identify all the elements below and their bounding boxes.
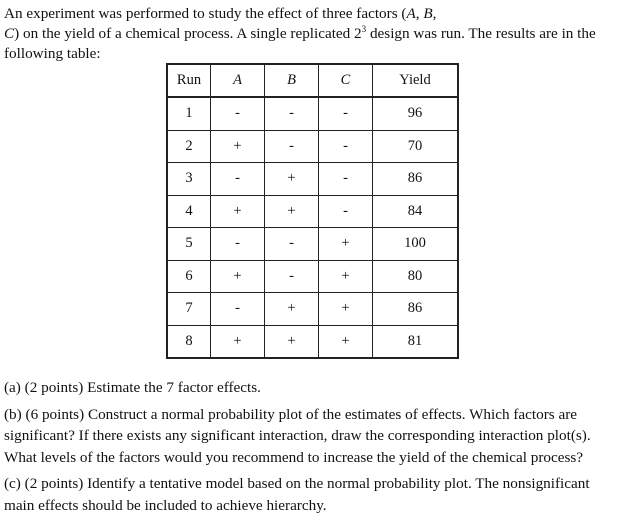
cell-b: - — [265, 97, 319, 130]
table-row — [167, 260, 458, 293]
question-c: (c) (2 points) Identify a tentative model based on the normal probability plot. The nonsignificant main effects should be included to achieve hierarchy. — [4, 475, 590, 514]
cell-yield: 96 — [373, 97, 459, 130]
table-header-row — [167, 64, 458, 97]
cell-run: 6 — [167, 260, 211, 293]
cell-c: - — [319, 163, 373, 196]
cell-c: + — [319, 260, 373, 293]
cell-a: - — [211, 97, 265, 130]
cell-a: + — [211, 195, 265, 228]
table-row — [167, 293, 458, 326]
cell-a: - — [211, 228, 265, 261]
intro-sep-1: , — [415, 5, 424, 22]
intro-text-3: design was run. The results are in the following table: — [4, 25, 596, 62]
table-row — [167, 228, 458, 261]
table-row — [167, 163, 458, 196]
header-a: A — [211, 64, 265, 97]
cell-a: - — [211, 163, 265, 196]
cell-a: + — [211, 260, 265, 293]
design-exponent: 3 — [361, 24, 367, 34]
cell-a: + — [211, 325, 265, 358]
cell-yield: 70 — [373, 130, 459, 163]
cell-run: 2 — [167, 130, 211, 163]
cell-yield: 86 — [373, 293, 459, 326]
table-row — [167, 325, 458, 358]
cell-b: + — [265, 325, 319, 358]
problem-intro — [4, 4, 610, 64]
table-row — [167, 130, 458, 163]
header-run: Run — [167, 64, 211, 97]
cell-a: - — [211, 293, 265, 326]
header-c: C — [319, 64, 373, 97]
results-table — [166, 63, 459, 359]
table-row — [167, 97, 458, 130]
cell-yield: 80 — [373, 260, 459, 293]
cell-b: - — [265, 228, 319, 261]
header-yield: Yield — [373, 64, 459, 97]
table-row — [167, 195, 458, 228]
cell-b: - — [265, 130, 319, 163]
cell-c: - — [319, 97, 373, 130]
factor-a-label: A — [406, 5, 416, 22]
cell-c: - — [319, 195, 373, 228]
cell-run: 1 — [167, 97, 211, 130]
intro-sep-2: , — [432, 5, 437, 22]
header-b: B — [265, 64, 319, 97]
question-a: (a) (2 points) Estimate the 7 factor effects. — [4, 379, 261, 396]
cell-yield: 86 — [373, 163, 459, 196]
question-b: (b) (6 points) Construct a normal probability plot of the estimates of effects. Which factors are significant? If there exists any significant interaction, draw the corresponding interaction plot(s). What levels of the factors would you recommend to increase the yield of the chemical process? — [4, 405, 591, 466]
cell-run: 5 — [167, 228, 211, 261]
cell-b: + — [265, 163, 319, 196]
intro-text-1: An experiment was performed to study the effect of three factors ( — [4, 5, 407, 22]
cell-c: + — [319, 325, 373, 358]
cell-yield: 100 — [373, 228, 459, 261]
factor-c-label: C — [4, 25, 15, 42]
cell-c: + — [319, 228, 373, 261]
cell-a: + — [211, 130, 265, 163]
cell-b: - — [265, 260, 319, 293]
factor-b-label: B — [423, 5, 433, 22]
cell-run: 8 — [167, 325, 211, 358]
cell-run: 3 — [167, 163, 211, 196]
cell-b: + — [265, 293, 319, 326]
cell-c: + — [319, 293, 373, 326]
cell-b: + — [265, 195, 319, 228]
cell-yield: 81 — [373, 325, 459, 358]
questions-section — [4, 377, 614, 521]
intro-text-2: ) on the yield of a chemical process. A single replicated 2 — [14, 25, 362, 42]
cell-run: 4 — [167, 195, 211, 228]
cell-run: 7 — [167, 293, 211, 326]
cell-yield: 84 — [373, 195, 459, 228]
cell-c: - — [319, 130, 373, 163]
